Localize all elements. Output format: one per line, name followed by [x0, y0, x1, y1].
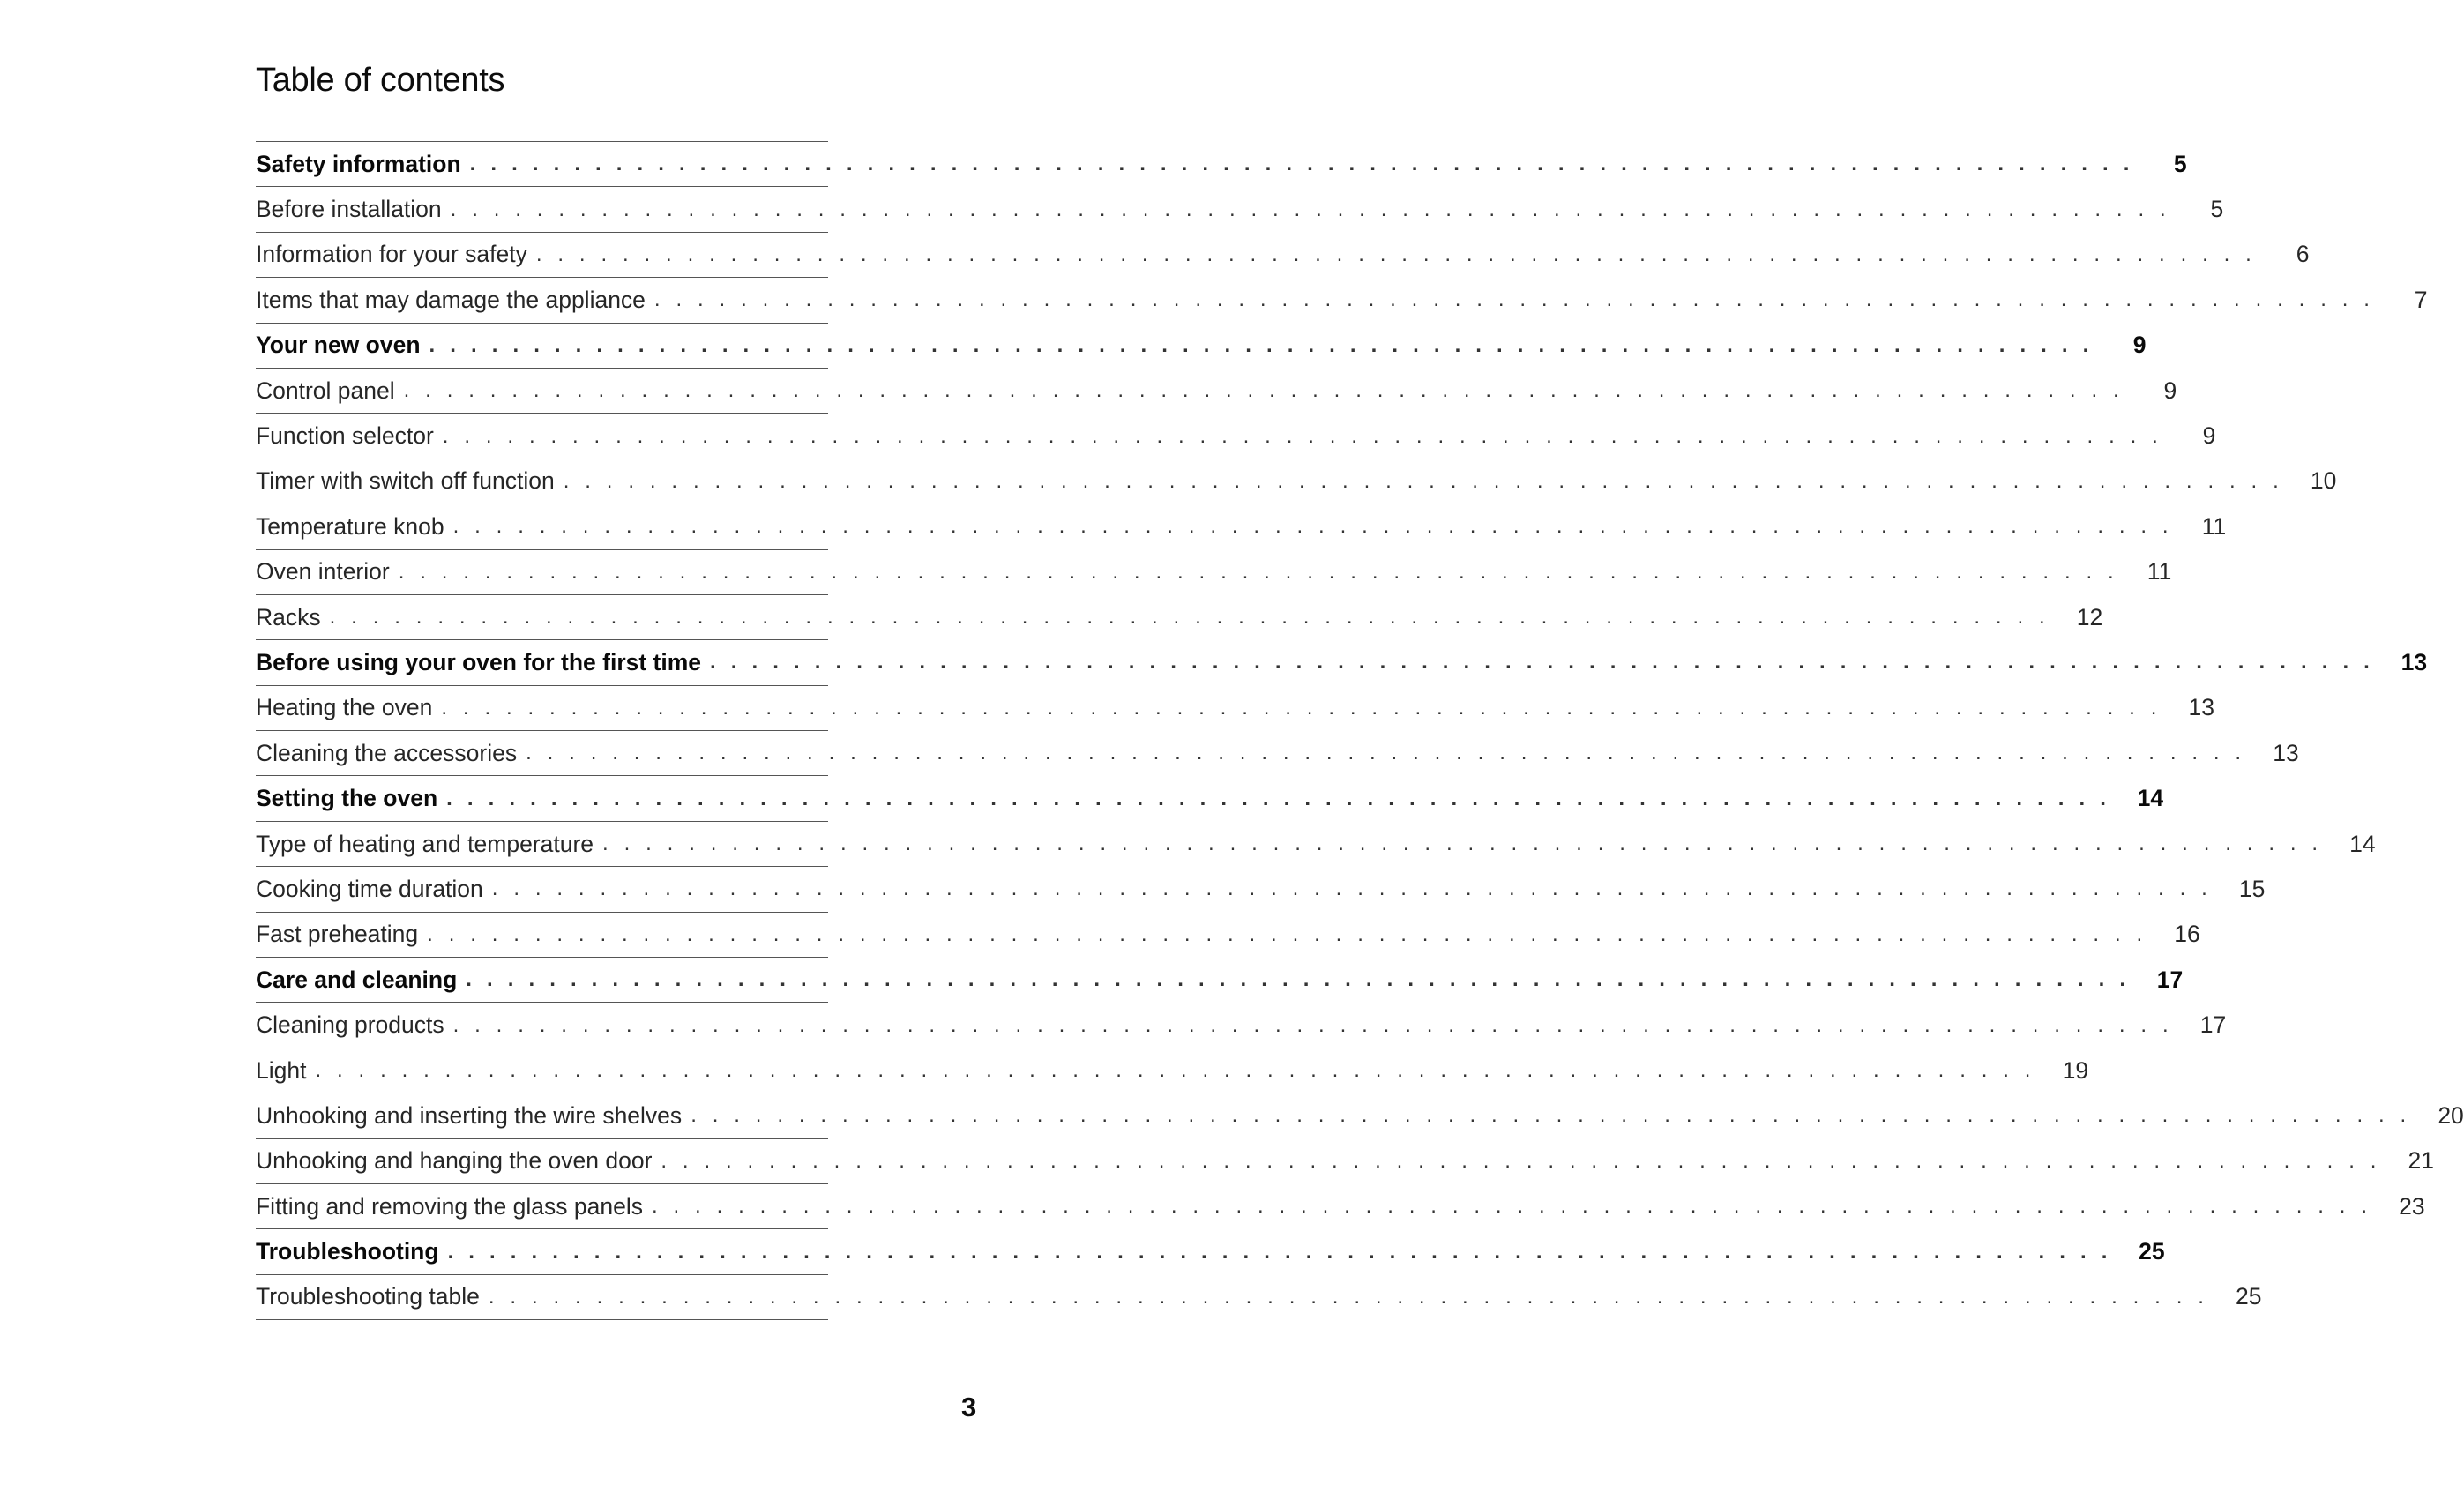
toc-entry-page: 12	[2076, 603, 2103, 631]
toc-entry-label: Setting the oven	[256, 785, 438, 812]
toc-entry-page: 20	[2438, 1101, 2464, 1129]
toc-entry[interactable]	[256, 776, 2164, 821]
dot-leader: . . . . . . . . . . . . . . . . . . . . . . . . . . . . . . . . . . . . . . . . . . . . . . . . . . . . . . . . . . . . . . . . . . . . . . . . . . . . . . . .	[446, 786, 2111, 810]
toc-entry-page: 13	[2273, 739, 2299, 766]
dot-leader: . . . . . . . . . . . . . . . . . . . . . . . . . . . . . . . . . . . . . . . . . . . . . . . . . . . . . . . . . . . . . . . . . . . . . . . . . . . . . . . .	[535, 242, 2257, 266]
toc-entry[interactable]	[256, 142, 2187, 187]
dot-leader: . . . . . . . . . . . . . . . . . . . . . . . . . . . . . . . . . . . . . . . . . . . . . . . . . . . . . . . . . . . . . . . . . . . . . . . . . . . . . . . .	[469, 152, 2134, 176]
toc-entry-label: Before using your oven for the first time	[256, 648, 702, 675]
toc-entry[interactable]	[256, 958, 2184, 1003]
toc-entry-label: Fitting and removing the glass panels	[256, 1192, 643, 1220]
toc-entry-label: Cleaning products	[256, 1011, 444, 1039]
dot-leader: . . . . . . . . . . . . . . . . . . . . . . . . . . . . . . . . . . . . . . . . . . . . . . . . . . . . . . . . . . . . . . . . . . . . . . . . . . . . . . . .	[452, 514, 2174, 539]
toc-entry-page: 13	[2401, 648, 2428, 675]
toc-entry-page: 9	[2202, 422, 2216, 450]
dot-leader: . . . . . . . . . . . . . . . . . . . . . . . . . . . . . . . . . . . . . . . . . . . . . . . . . . . . . . . . . . . . . . . . . . . . . . . . . . . . . . . .	[329, 605, 2050, 630]
toc-entry-label: Heating the oven	[256, 694, 433, 721]
toc-entry-page: 11	[2201, 512, 2227, 540]
toc-entry[interactable]	[256, 640, 2428, 685]
table-of-contents	[256, 141, 2464, 1320]
dot-leader: . . . . . . . . . . . . . . . . . . . . . . . . . . . . . . . . . . . . . . . . . . . . . . . . . . . . . . . . . . . . . . . . . . . . . . . . . . . . . . . .	[691, 1103, 2411, 1128]
toc-entry[interactable]	[256, 686, 2214, 731]
toc-entry[interactable]	[256, 550, 2172, 595]
dot-leader: . . . . . . . . . . . . . . . . . . . . . . . . . . . . . . . . . . . . . . . . . . . . . . . . . . . . . . . . . . . . . . . . . . . . . . . . . . . . . . . .	[429, 332, 2094, 357]
toc-entry-page: 5	[2173, 150, 2187, 177]
toc-entry-label: Before installation	[256, 196, 442, 223]
toc-entry-page: 10	[2310, 467, 2337, 495]
toc-entry-label: Unhooking and hanging the oven door	[256, 1147, 653, 1175]
dot-leader: . . . . . . . . . . . . . . . . . . . . . . . . . . . . . . . . . . . . . . . . . . . . . . . . . . . . . . . . . . . . . . . . . . . . . . . . . . . . . . . .	[602, 832, 2323, 856]
dot-leader: . . . . . . . . . . . . . . . . . . . . . . . . . . . . . . . . . . . . . . . . . . . . . . . . . . . . . . . . . . . . . . . . . . . . . . . . . . . . . . . .	[491, 877, 2213, 901]
toc-entry-label: Troubleshooting	[256, 1238, 439, 1265]
toc-entry-label: Information for your safety	[256, 241, 527, 268]
dot-leader: . . . . . . . . . . . . . . . . . . . . . . . . . . . . . . . . . . . . . . . . . . . . . . . . . . . . . . . . . . . . . . . . . . . . . . . . . . . . . . . .	[427, 922, 2147, 946]
toc-entry-page: 15	[2238, 875, 2266, 902]
toc-entry-label: Control panel	[256, 377, 395, 404]
toc-entry-page: 13	[2188, 694, 2214, 721]
toc-entry-page: 21	[2408, 1147, 2434, 1175]
toc-entry-page: 9	[2163, 377, 2177, 404]
toc-entry[interactable]	[256, 1048, 2089, 1093]
toc-entry[interactable]	[256, 595, 2103, 640]
toc-entry-page: 25	[2236, 1283, 2262, 1310]
toc-entry[interactable]	[256, 913, 2200, 958]
toc-entry-page: 6	[2296, 241, 2310, 268]
toc-entry-label: Items that may damage the appliance	[256, 286, 646, 313]
toc-entry-label: Safety information	[256, 150, 461, 177]
toc-entry[interactable]	[256, 369, 2177, 414]
toc-entry-label: Fast preheating	[256, 921, 419, 948]
dot-leader: . . . . . . . . . . . . . . . . . . . . . . . . . . . . . . . . . . . . . . . . . . . . . . . . . . . . . . . . . . . . . . . . . . . . . . . . . . . . . . . .	[466, 967, 2131, 992]
page-title: Table of contents	[256, 62, 505, 99]
toc-entry-page: 23	[2399, 1192, 2425, 1220]
toc-entry-page: 19	[2062, 1056, 2089, 1084]
dot-leader: . . . . . . . . . . . . . . . . . . . . . . . . . . . . . . . . . . . . . . . . . . . . . . . . . . . . . . . . . . . . . . . . . . . . . . . . . . . . . . . .	[651, 1194, 2372, 1219]
toc-entry-label: Oven interior	[256, 558, 390, 586]
toc-entry[interactable]	[256, 187, 2224, 232]
dot-leader: . . . . . . . . . . . . . . . . . . . . . . . . . . . . . . . . . . . . . . . . . . . . . . . . . . . . . . . . . . . . . . . . . . . . . . . . . . . . . . . .	[398, 559, 2119, 584]
toc-entry[interactable]	[256, 324, 2147, 369]
toc-entry-page: 9	[2132, 332, 2147, 359]
page-number: 3	[961, 1392, 977, 1422]
toc-entry-label: Type of heating and temperature	[256, 830, 594, 857]
dot-leader: . . . . . . . . . . . . . . . . . . . . . . . . . . . . . . . . . . . . . . . . . . . . . . . . . . . . . . . . . . . . . . . . . . . . . . . . . . . . . . . .	[452, 1012, 2174, 1037]
toc-entry-label: Racks	[256, 603, 321, 631]
dot-leader: . . . . . . . . . . . . . . . . . . . . . . . . . . . . . . . . . . . . . . . . . . . . . . . . . . . . . . . . . . . . . . . . . . . . . . . . . . . . . . . .	[661, 1148, 2381, 1173]
dot-leader: . . . . . . . . . . . . . . . . . . . . . . . . . . . . . . . . . . . . . . . . . . . . . . . . . . . . . . . . . . . . . . . . . . . . . . . . . . . . . . . .	[403, 378, 2124, 403]
toc-entry-page: 17	[2199, 1011, 2227, 1039]
toc-entry-page: 25	[2139, 1238, 2165, 1265]
toc-entry-page: 7	[2414, 286, 2428, 313]
dot-leader: . . . . . . . . . . . . . . . . . . . . . . . . . . . . . . . . . . . . . . . . . . . . . . . . . . . . . . . . . . . . . . . . . . . . . . . . . . . . . . . .	[526, 741, 2246, 765]
toc-entry[interactable]	[256, 1184, 2425, 1229]
toc-entry-page: 11	[2147, 558, 2172, 586]
dot-leader: . . . . . . . . . . . . . . . . . . . . . . . . . . . . . . . . . . . . . . . . . . . . . . . . . . . . . . . . . . . . . . . . . . . . . . . . . . . . . . . .	[447, 1239, 2112, 1264]
toc-entry[interactable]	[256, 1003, 2227, 1048]
toc-entry[interactable]	[256, 459, 2337, 504]
dot-leader: . . . . . . . . . . . . . . . . . . . . . . . . . . . . . . . . . . . . . . . . . . . . . . . . . . . . . . . . . . . . . . . . . . . . . . . . . . . . . . . .	[442, 423, 2163, 448]
toc-entry-label: Light	[256, 1056, 307, 1084]
toc-entry-label: Temperature knob	[256, 512, 444, 540]
toc-entry-label: Cleaning the accessories	[256, 739, 518, 766]
toc-entry-page: 14	[2349, 830, 2376, 857]
toc-entry[interactable]	[256, 822, 2376, 867]
toc-entry[interactable]	[256, 504, 2227, 549]
dot-leader: . . . . . . . . . . . . . . . . . . . . . . . . . . . . . . . . . . . . . . . . . . . . . . . . . . . . . . . . . . . . . . . . . . . . . . . . . . . . . . . .	[563, 468, 2284, 493]
toc-entry[interactable]	[256, 233, 2310, 278]
dot-leader: . . . . . . . . . . . . . . . . . . . . . . . . . . . . . . . . . . . . . . . . . . . . . . . . . . . . . . . . . . . . . . . . . . . . . . . . . . . . . . . .	[441, 695, 2162, 720]
toc-entry-label: Troubleshooting table	[256, 1283, 480, 1310]
toc-entry-page: 16	[2174, 921, 2200, 948]
dot-leader: . . . . . . . . . . . . . . . . . . . . . . . . . . . . . . . . . . . . . . . . . . . . . . . . . . . . . . . . . . . . . . . . . . . . . . . . . . . . . . . .	[315, 1058, 2036, 1082]
toc-entry-label: Timer with switch off function	[256, 467, 555, 495]
toc-entry-label: Your new oven	[256, 332, 421, 359]
dot-leader: . . . . . . . . . . . . . . . . . . . . . . . . . . . . . . . . . . . . . . . . . . . . . . . . . . . . . . . . . . . . . . . . . . . . . . . . . . . . . . . .	[450, 197, 2171, 221]
dot-leader: . . . . . . . . . . . . . . . . . . . . . . . . . . . . . . . . . . . . . . . . . . . . . . . . . . . . . . . . . . . . . . . . . . . . . . . . . . . . . . . .	[653, 287, 2375, 312]
toc-entry[interactable]	[256, 1229, 2165, 1274]
toc-entry[interactable]	[256, 1093, 2464, 1138]
dot-leader: . . . . . . . . . . . . . . . . . . . . . . . . . . . . . . . . . . . . . . . . . . . . . . . . . . . . . . . . . . . . . . . . . . . . . . . . . . . . . . . .	[710, 650, 2375, 675]
toc-entry[interactable]	[256, 867, 2266, 912]
toc-entry-label: Unhooking and inserting the wire shelves	[256, 1101, 683, 1129]
toc-entry-page: 14	[2137, 785, 2164, 812]
toc-entry[interactable]	[256, 731, 2299, 776]
toc-entry[interactable]	[256, 278, 2428, 323]
toc-entry[interactable]	[256, 1139, 2434, 1184]
toc-entry-label: Cooking time duration	[256, 875, 483, 902]
toc-entry[interactable]	[256, 1275, 2262, 1320]
toc-entry-label: Function selector	[256, 422, 434, 450]
toc-entry-page: 17	[2156, 966, 2184, 993]
toc-entry-label: Care and cleaning	[256, 966, 458, 993]
dot-leader: . . . . . . . . . . . . . . . . . . . . . . . . . . . . . . . . . . . . . . . . . . . . . . . . . . . . . . . . . . . . . . . . . . . . . . . . . . . . . . . .	[488, 1284, 2209, 1309]
toc-entry[interactable]	[256, 414, 2216, 459]
toc-entry-page: 5	[2210, 196, 2224, 223]
